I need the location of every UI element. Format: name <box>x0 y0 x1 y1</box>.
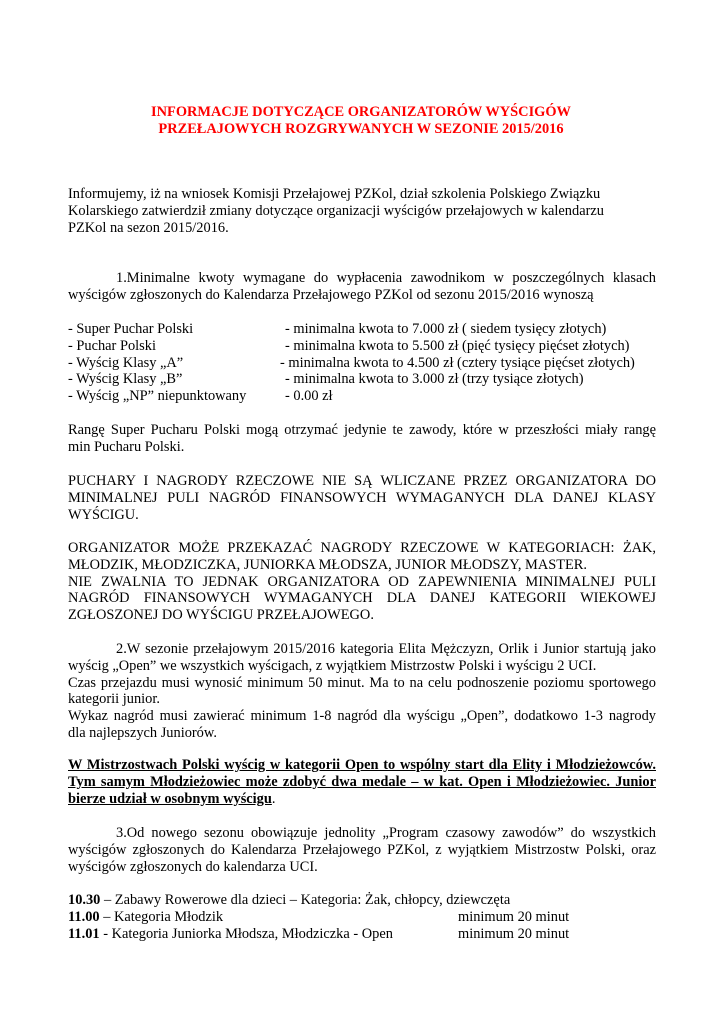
schedule-desc: – Kategoria Młodzik <box>99 908 224 925</box>
caps-line: ZGŁOSZONEJ DO WYŚCIGU PRZEŁAJOWEGO. <box>68 607 374 624</box>
amount-label: - Super Puchar Polski <box>68 321 194 337</box>
amount-value: - minimalna kwota to 7.000 zł ( siedem tysięcy złotych) <box>285 321 607 337</box>
bold-notice-line: W Mistrzostwach Polski wyścig w kategorii Open to wspólny start dla Elity i Młodzieżowców. <box>68 757 656 773</box>
bold-notice-line: bierze udział w osobnym wyścigu <box>68 790 272 807</box>
bold-notice-period: . <box>271 790 276 807</box>
caps-line: MŁODZIK, MŁODZICZKA, JUNIORKA MŁODSZA, JUNIOR MŁODSZY, MASTER. <box>68 556 588 573</box>
amount-value: - minimalna kwota to 4.500 zł (cztery tysiące pięćset złotych) <box>280 354 635 371</box>
schedule-list <box>68 892 656 942</box>
title-line-1: INFORMACJE DOTYCZĄCE ORGANIZATORÓW WYŚCIGÓW <box>151 104 571 120</box>
caps-line: ORGANIZATOR MOŻE PRZEKAZAĆ NAGRODY RZECZOWE W KATEGORIACH: ŻAK, <box>68 540 656 556</box>
section-1-line: 1.Minimalne kwoty wymagane do wypłacenia zawodnikom w poszczególnych klasach <box>116 270 656 286</box>
super-puchar-paragraph <box>68 422 656 456</box>
schedule-min: minimum 20 minut <box>458 925 570 942</box>
section-1-paragraph <box>68 270 656 304</box>
section-2-paragraph <box>68 641 656 742</box>
section-2-line: wyścig „Open” we wszystkich wyścigach, z wyjątkiem Mistrzostw Polski i wyścigu 2 UCI. <box>68 657 597 674</box>
bold-notice-line: Tym samym Młodzieżowiec może zdobyć dwa medale – w kat. Open i Młodzieżowiec. Junior <box>68 773 656 790</box>
amount-label: - Wyścig Klasy „B” <box>68 371 183 388</box>
caps-line: WYŚCIGU. <box>68 506 139 523</box>
schedule-row <box>68 909 656 926</box>
section-2-line: kategorii junior. <box>68 691 160 708</box>
section-2-line: Czas przejazdu musi wynosić minimum 50 minut. Ma to na celu podnoszenie poziomu sportowego <box>68 674 656 691</box>
schedule-time: 10.30 <box>68 892 101 908</box>
amount-value: - minimalna kwota to 5.500 zł (pięć tysięcy pięćset złotych) <box>285 337 630 354</box>
schedule-time: 11.01 <box>68 925 100 942</box>
section-2-line: Wykaz nagród musi zawierać minimum 1-8 nagród dla wyścigu „Open”, dodatkowo 1-3 nagrody <box>68 708 656 725</box>
intro-line: Informujemy, iż na wniosek Komisji Przełajowej PZKol, dział szkolenia Polskiego Związku <box>68 186 601 202</box>
schedule-min: minimum 20 minut <box>458 908 570 925</box>
schedule-row <box>68 892 656 909</box>
section-2-line: 2.W sezonie przełajowym 2015/2016 kategoria Elita Mężczyzn, Orlik i Junior startują jako <box>116 641 656 657</box>
amount-value: - minimalna kwota to 3.000 zł (trzy tysiące złotych) <box>285 371 584 388</box>
amount-row <box>68 338 656 355</box>
caps-line: NIE ZWALNIA TO JEDNAK ORGANIZATORA OD ZAPEWNIENIA MINIMALNEJ PULI <box>68 573 656 590</box>
section-3-paragraph <box>68 825 656 875</box>
amount-value: - 0.00 zł <box>285 388 333 405</box>
schedule-row <box>68 926 656 943</box>
section-1-line: wyścigów zgłoszonych do Kalendarza Przełajowego PZKol od sezonu 2015/2016 wynoszą <box>68 286 594 303</box>
amounts-list <box>68 321 656 405</box>
caps-line: PUCHARY I NAGRODY RZECZOWE NIE SĄ WLICZANE PRZEZ ORGANIZATORA DO <box>68 473 656 489</box>
bold-notice <box>68 757 656 807</box>
super-puchar-line: Rangę Super Pucharu Polski mogą otrzymać jedynie te zawody, które w przeszłości miały rangę <box>68 422 656 438</box>
amount-row <box>68 321 656 338</box>
intro-line: PZKol na sezon 2015/2016. <box>68 219 229 236</box>
schedule-time: 11.00 <box>68 908 100 925</box>
title-line-2: PRZEŁAJOWYCH ROZGRYWANYCH W SEZONIE 2015/2016 <box>158 121 564 137</box>
schedule-desc: - Kategoria Juniorka Młodsza, Młodziczka - Open <box>99 925 393 942</box>
caps-paragraph-1 <box>68 473 656 523</box>
amount-label: - Wyścig Klasy „A” <box>68 354 184 371</box>
amount-row <box>68 388 656 405</box>
document-title <box>70 104 652 138</box>
intro-paragraph <box>68 186 656 236</box>
caps-line: NAGRÓD FINANSOWYCH WYMAGANYCH DLA DANEJ KATEGORII WIEKOWEJ <box>68 590 656 607</box>
schedule-desc: – Zabawy Rowerowe dla dzieci – Kategoria: Żak, chłopcy, dziewczęta <box>100 892 511 908</box>
caps-paragraph-2 <box>68 540 656 624</box>
section-3-line: 3.Od nowego sezonu obowiązuje jednolity „Program czasowy zawodów” do wszystkich <box>116 825 656 841</box>
super-puchar-line: min Pucharu Polski. <box>68 438 185 455</box>
amount-label: - Puchar Polski <box>68 337 156 354</box>
amount-row <box>68 355 656 372</box>
intro-line: Kolarskiego zatwierdził zmiany dotyczące organizacji wyścigów przełajowych w kalendarzu <box>68 202 604 219</box>
section-3-line: wyścigów zgłoszonych do kalendarza UCI. <box>68 858 318 875</box>
section-2-line: dla najlepszych Juniorów. <box>68 724 217 741</box>
caps-line: MINIMALNEJ PULI NAGRÓD FINANSOWYCH WYMAGANYCH DLA DANEJ KLASY <box>68 489 656 506</box>
amount-row <box>68 371 656 388</box>
amount-label: - Wyścig „NP” niepunktowany <box>68 388 247 405</box>
section-3-line: wyścigów zgłoszonych do Kalendarza Przełajowego PZKol, z wyjątkiem Mistrzostw Polski, oraz <box>68 841 656 858</box>
